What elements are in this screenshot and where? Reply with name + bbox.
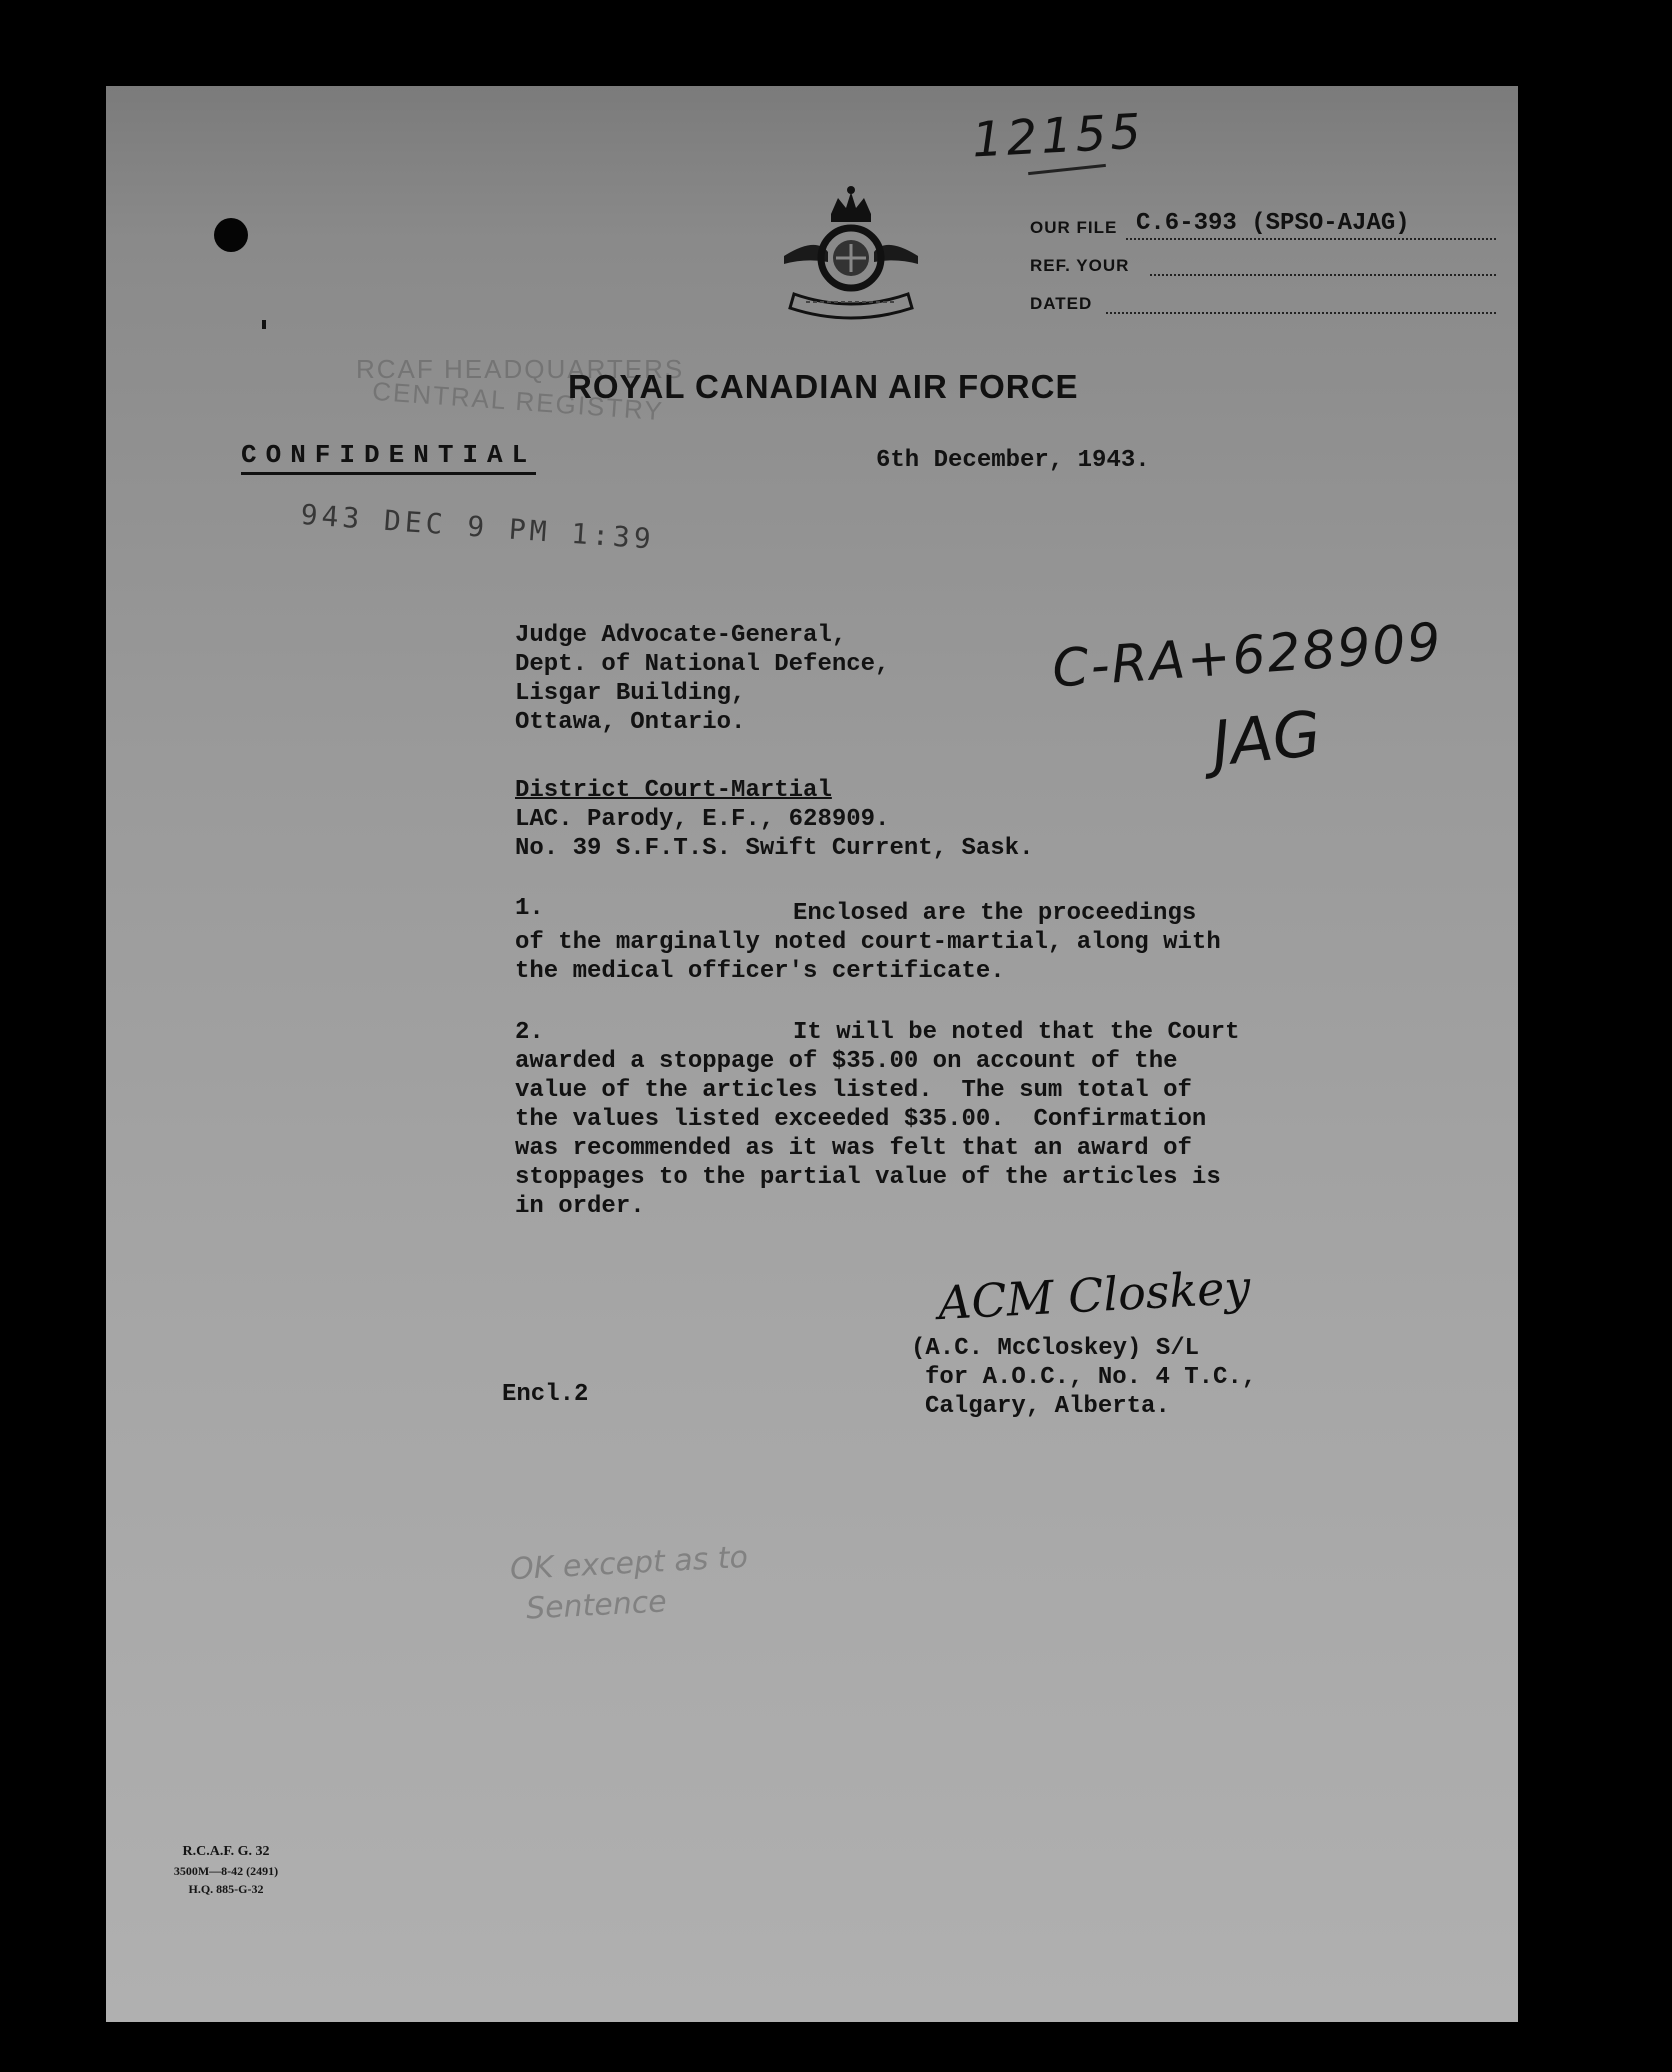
addressee-line-4: Ottawa, Ontario. — [515, 709, 746, 736]
handwritten-top-number: 12155 — [970, 103, 1147, 169]
paragraph-2-line: the values listed exceeded $35.00. Confirmation — [515, 1106, 1207, 1133]
addressee-line-3: Lisgar Building, — [515, 680, 746, 707]
paragraph-2-first-line: It will be noted that the Court — [793, 1019, 1240, 1046]
form-number-line1: R.C.A.F. G. 32 — [182, 1844, 270, 1859]
ref-your-label: REF. YOUR — [1030, 256, 1130, 275]
punch-hole-mark — [214, 218, 248, 252]
paragraph-2-line: was recommended as it was felt that an award of — [515, 1135, 1192, 1162]
paragraph-2-line: in order. — [515, 1193, 645, 1220]
handwritten-file-reference: C-RA+628909 — [1050, 612, 1445, 700]
pencil-annotation-line2: Sentence — [525, 1584, 668, 1627]
signatory-location: Calgary, Alberta. — [925, 1393, 1170, 1420]
signatory-name: (A.C. McCloskey) S/L — [911, 1335, 1200, 1362]
registry-stamp-line1: RCAF HEADQUARTERS — [356, 354, 685, 384]
paragraph-1-line: the medical officer's certificate. — [515, 958, 1005, 985]
subject-member: LAC. Parody, E.F., 628909. — [515, 806, 890, 833]
signatory-title: for A.O.C., No. 4 T.C., — [925, 1364, 1257, 1391]
paragraph-1-first-line: Enclosed are the proceedings — [793, 900, 1197, 927]
letter-date: 6th December, 1943. — [876, 447, 1150, 474]
enclosure-note: Encl.2 — [502, 1381, 589, 1408]
addressee-line-2: Dept. of National Defence, — [515, 651, 890, 678]
handwritten-initials: JAG — [1208, 696, 1325, 781]
ref-your-dotted-line — [1150, 274, 1496, 276]
handwritten-underline — [1028, 164, 1106, 175]
registry-stamp-line2: CENTRAL REGISTRY — [371, 375, 665, 427]
rcaf-crest-icon — [776, 186, 926, 321]
subject-unit: No. 39 S.F.T.S. Swift Current, Sask. — [515, 835, 1034, 862]
paragraph-2-line: stoppages to the partial value of the articles is — [515, 1164, 1221, 1191]
paragraph-1-line: of the marginally noted court-martial, along with — [515, 929, 1221, 956]
pencil-annotation-line1: OK except as to — [509, 1539, 749, 1588]
our-file-value: C.6-393 (SPSO-AJAG) — [1136, 210, 1410, 237]
dated-dotted-line — [1106, 312, 1496, 314]
form-number-line2: 3500M—8-42 (2491) — [173, 1864, 279, 1878]
letter-page — [106, 86, 1518, 2022]
dated-label: DATED — [1030, 294, 1093, 313]
paragraph-2-number: 2. — [515, 1019, 544, 1046]
handwritten-signature: ACM Closkey — [936, 1259, 1252, 1331]
classification-marking: CONFIDENTIAL — [241, 440, 536, 475]
organization-heading: ROYAL CANADIAN AIR FORCE — [568, 368, 1079, 405]
form-number-line3: H.Q. 885-G-32 — [188, 1882, 264, 1896]
punch-hole-mark-small — [262, 320, 266, 329]
addressee-line-1: Judge Advocate-General, — [515, 622, 847, 649]
our-file-dotted-line — [1126, 238, 1496, 240]
paragraph-2-line: value of the articles listed. The sum total of — [515, 1077, 1192, 1104]
our-file-label: OUR FILE — [1030, 218, 1118, 237]
paragraph-2-line: awarded a stoppage of $35.00 on account of the — [515, 1048, 1178, 1075]
paragraph-1-number: 1. — [515, 895, 544, 922]
subject-title: District Court-Martial — [515, 777, 832, 804]
received-date-stamp: 943 DEC 9 PM 1:39 — [299, 498, 656, 556]
